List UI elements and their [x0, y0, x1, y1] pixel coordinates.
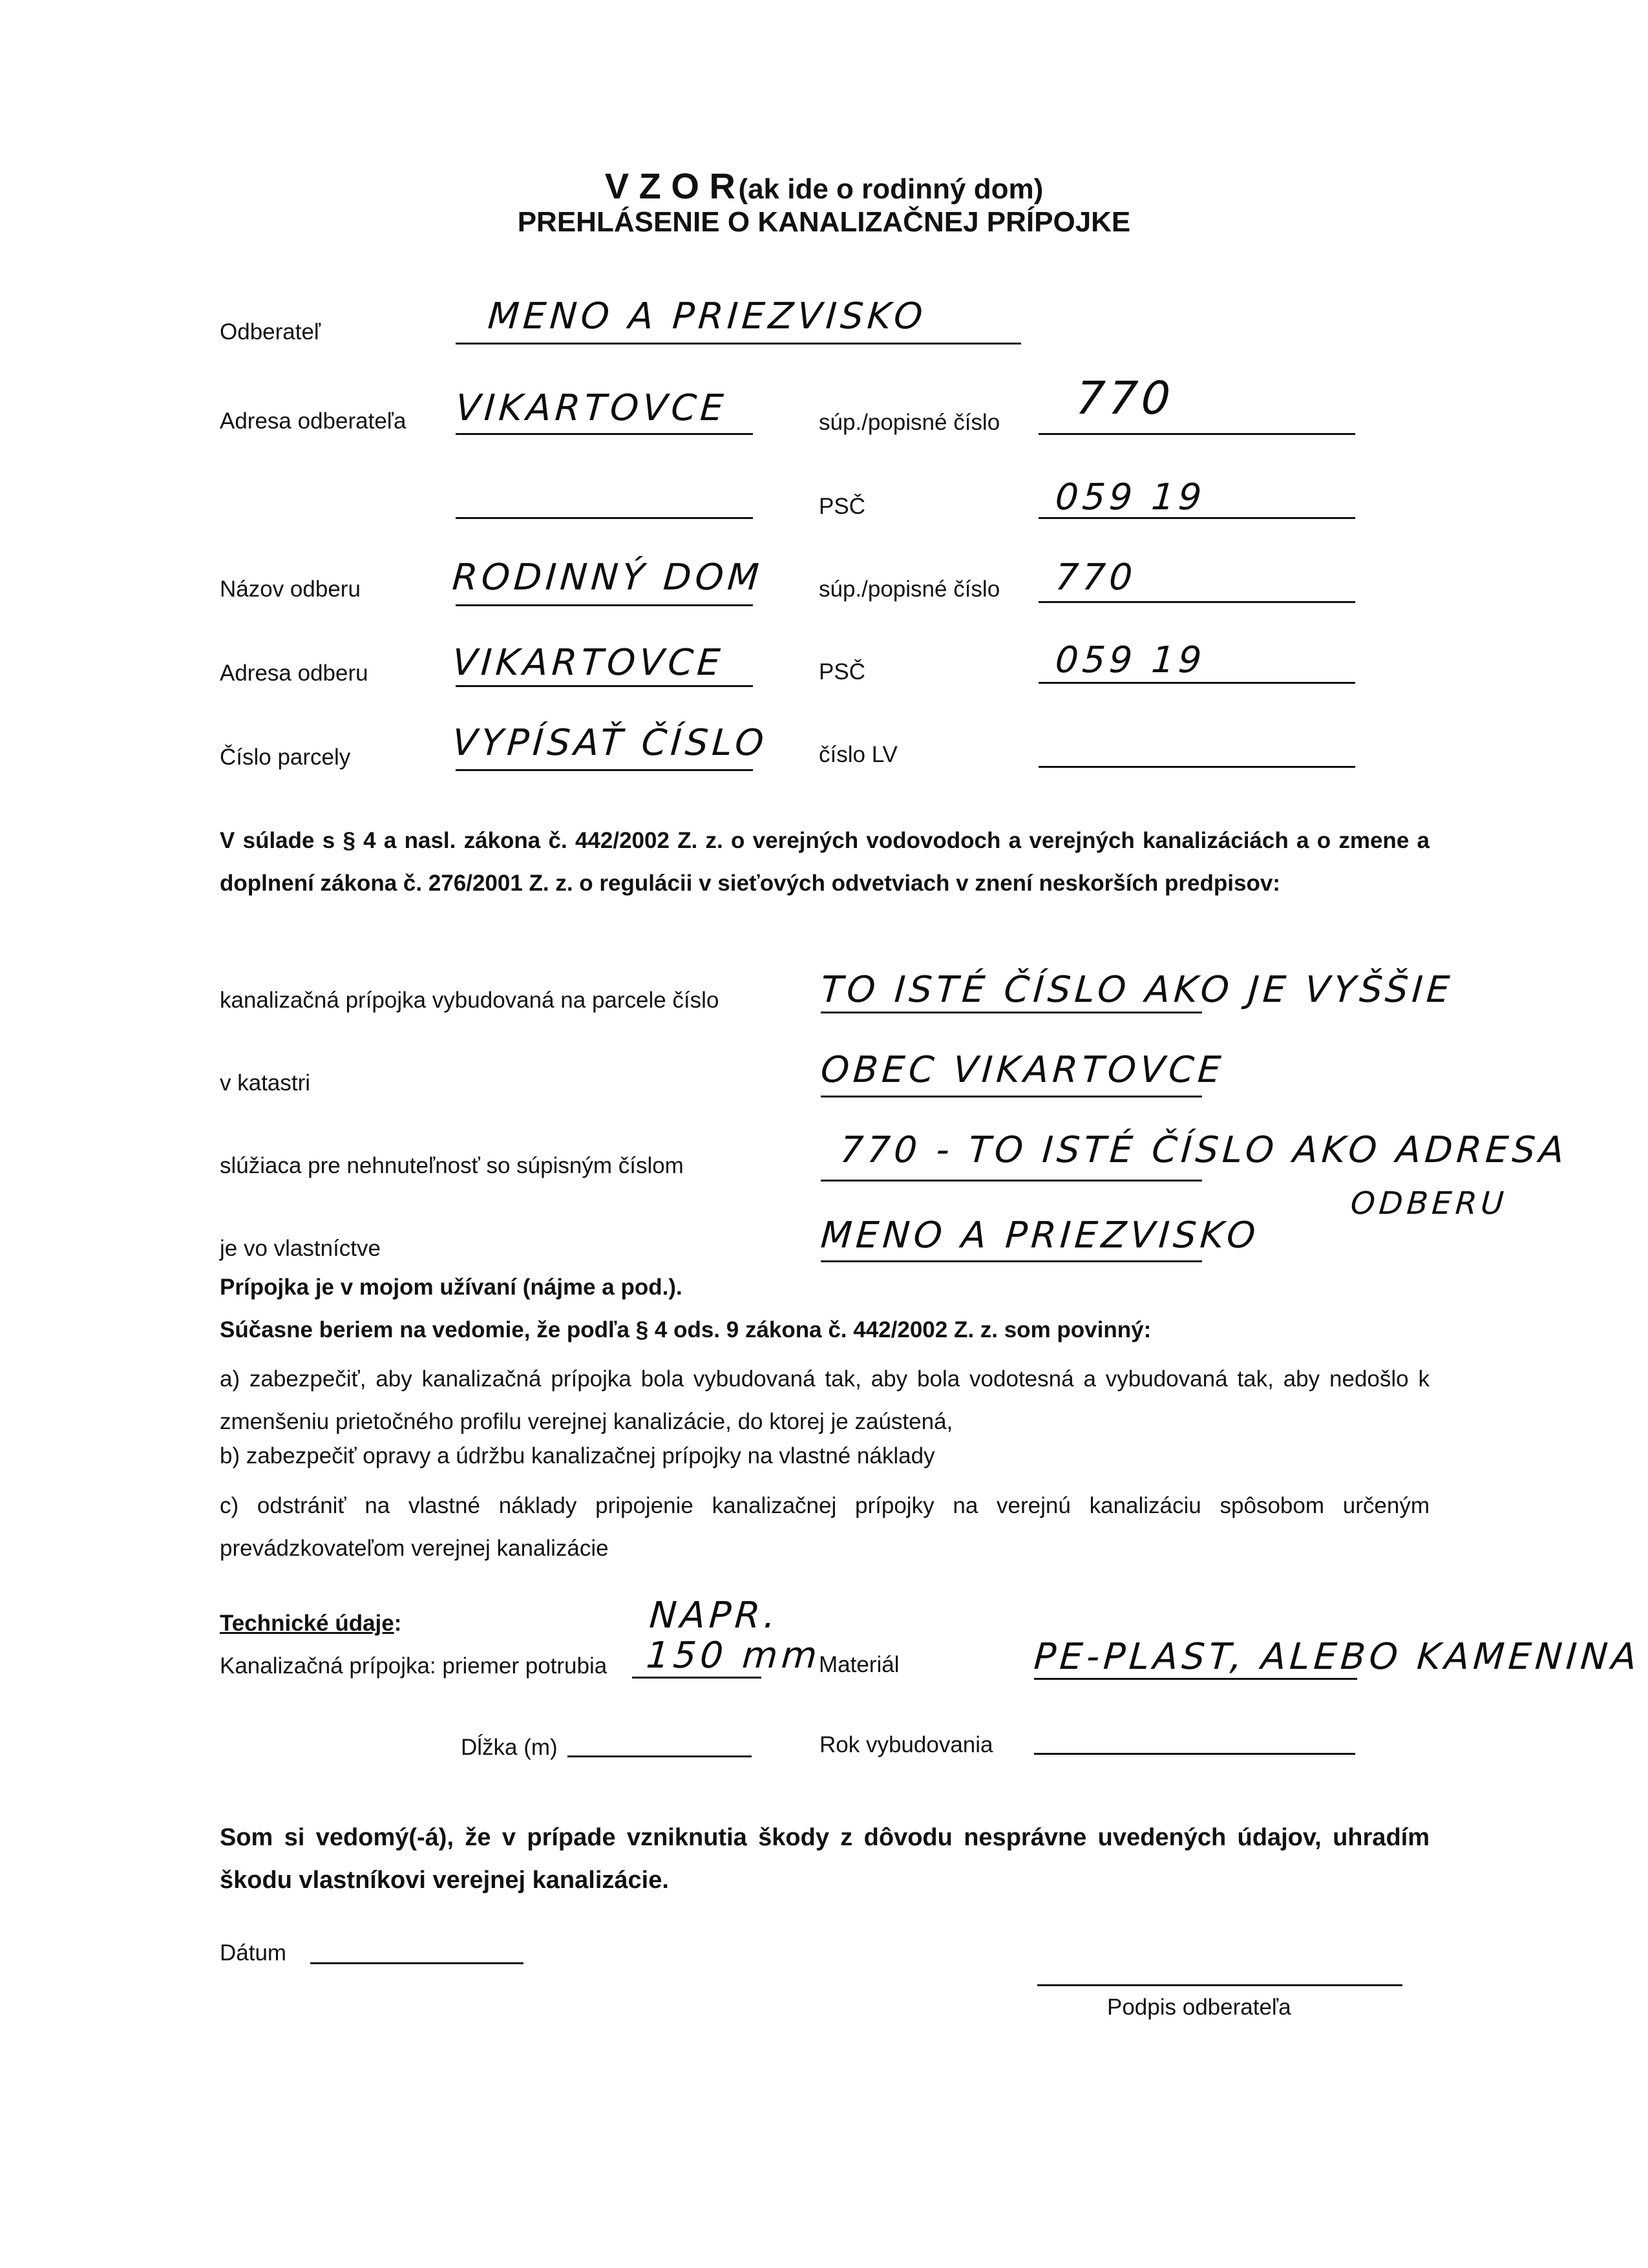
- nehnutelnost-label: slúžiaca pre nehnuteľnosť so súpisným číslom: [220, 1153, 684, 1178]
- odberatel-label: Odberateľ: [220, 319, 321, 344]
- nazov-odberu-value: RODINNÝ DOM: [450, 556, 765, 599]
- sup-cislo-1-label: súp./popisné číslo: [819, 410, 1000, 435]
- psc-2-label: PSČ: [819, 659, 865, 684]
- cislo-lv-line: [1039, 766, 1355, 768]
- nazov-odberu-line: [456, 604, 753, 606]
- katastri-value: OBEC VIKARTOVCE: [819, 1049, 1226, 1091]
- priemer-line: [632, 1677, 761, 1679]
- obligation-a: a) zabezpečiť, aby kanalizačná prípojka bola vybudovaná tak, aby bola vodotesná a vybudovaná tak, aby nedošlo k zmenšeniu prietočného profilu verejnej kanalizácie, do ktorej je zaústená,: [220, 1366, 1430, 1434]
- technical-heading-text: Technické údaje: [220, 1611, 394, 1636]
- dlzka-line: [567, 1755, 752, 1757]
- title-main: V Z O R: [604, 165, 735, 206]
- odberatel-value: MENO A PRIEZVISKO: [486, 295, 928, 337]
- uzivani-text: Prípojka je v mojom užívaní (nájme a pod.).: [220, 1275, 682, 1300]
- cislo-parcely-label: Číslo parcely: [220, 745, 351, 770]
- document-title: [0, 165, 1648, 207]
- vlastnictve-value: MENO A PRIEZVISKO: [819, 1214, 1261, 1256]
- katastri-line: [821, 1096, 1202, 1097]
- obligation-b: b) zabezpečiť opravy a údržbu kanalizačnej prípojky na vlastné náklady: [220, 1443, 935, 1468]
- priemer-note: NAPR.: [648, 1595, 781, 1637]
- odberatel-line: [456, 343, 1021, 344]
- parcela-value: TO ISTÉ ČÍSLO AKO JE VYŠŠIE: [819, 969, 1455, 1011]
- sup-cislo-1-line: [1039, 433, 1355, 435]
- technical-heading-colon: :: [394, 1611, 402, 1636]
- technical-heading: [220, 1611, 401, 1637]
- nehnutelnost-value-1: 770 - TO ISTÉ ČÍSLO AKO ADRESA: [838, 1129, 1570, 1171]
- podpis-line: [1037, 1984, 1402, 1986]
- psc-1-label: PSČ: [819, 494, 865, 519]
- sup-cislo-2-label: súp./popisné číslo: [819, 577, 1000, 602]
- parcela-label: kanalizačná prípojka vybudovaná na parcele číslo: [220, 988, 719, 1013]
- material-label: Materiál: [819, 1652, 900, 1677]
- nehnutelnost-value-2: ODBERU: [1349, 1185, 1509, 1222]
- nehnutelnost-line: [821, 1180, 1202, 1182]
- adresa-odberu-line: [456, 685, 753, 687]
- vlastnictve-label: je vo vlastníctve: [220, 1236, 381, 1261]
- sup-cislo-1-value: 770: [1074, 372, 1176, 425]
- adresa-odberatela-line: [456, 433, 753, 435]
- sup-cislo-2-value: 770: [1053, 556, 1138, 599]
- vlastnictve-line: [821, 1260, 1202, 1262]
- adresa-odberu-label: Adresa odberu: [220, 661, 368, 686]
- datum-label: Dátum: [220, 1940, 287, 1966]
- dlzka-label: Dĺžka (m): [461, 1735, 558, 1760]
- katastri-label: v katastri: [220, 1070, 311, 1096]
- obligations-intro: Súčasne beriem na vedomie, že podľa § 4 ods. 9 zákona č. 442/2002 Z. z. som povinný:: [220, 1317, 1152, 1342]
- psc-1-line: [1039, 517, 1355, 519]
- document-subtitle: PREHLÁSENIE O KANALIZAČNEJ PRÍPOJKE: [517, 206, 1131, 238]
- rok-label: Rok vybudovania: [819, 1732, 993, 1757]
- cislo-lv-label: číslo LV: [819, 742, 898, 767]
- datum-line: [310, 1962, 523, 1964]
- obligation-c: c) odstrániť na vlastné náklady pripojenie kanalizačnej prípojky na verejnú kanalizáciu spôsobom určeným prevádzkovateľom verejnej kanalizácie: [220, 1493, 1430, 1561]
- cislo-parcely-value: VYPÍSAŤ ČÍSLO: [450, 722, 769, 764]
- psc-2-value: 059 19: [1053, 639, 1207, 681]
- material-value: PE-PLAST, ALEBO KAMENINA: [1032, 1636, 1642, 1678]
- title-note: (ak ide o rodinný dom): [738, 173, 1044, 205]
- psc-1-value: 059 19: [1053, 476, 1207, 518]
- adresa-odberatela-label: Adresa odberateľa: [220, 408, 407, 434]
- material-line: [1034, 1678, 1357, 1680]
- psc-2-line: [1039, 682, 1355, 684]
- parcela-line: [821, 1012, 1202, 1013]
- adresa-odberatela-line-2: [456, 517, 753, 519]
- law-text: V súlade s § 4 a nasl. zákona č. 442/2002 Z. z. o verejných vodovodoch a verejných kanalizáciách a o zmene a doplnení zákona č. 276/2001 Z. z. o regulácii v sieťových odvetviach v znení neskorších predpisov:: [220, 828, 1430, 896]
- cislo-parcely-line: [456, 769, 753, 771]
- priemer-value: 150 mm: [644, 1635, 823, 1677]
- podpis-label: Podpis odberateľa: [1107, 1995, 1291, 2020]
- warning-text: Som si vedomý(-á), že v prípade vzniknutia škody z dôvodu nesprávne uvedených údajov, uhradím škodu vlastníkovi verejnej kanalizácie.: [220, 1824, 1430, 1894]
- priemer-label: Kanalizačná prípojka: priemer potrubia: [220, 1653, 607, 1679]
- nazov-odberu-label: Názov odberu: [220, 577, 361, 602]
- sup-cislo-2-line: [1039, 601, 1355, 603]
- adresa-odberu-value: VIKARTOVCE: [450, 642, 726, 684]
- adresa-odberatela-value: VIKARTOVCE: [454, 387, 729, 429]
- rok-line: [1034, 1753, 1355, 1755]
